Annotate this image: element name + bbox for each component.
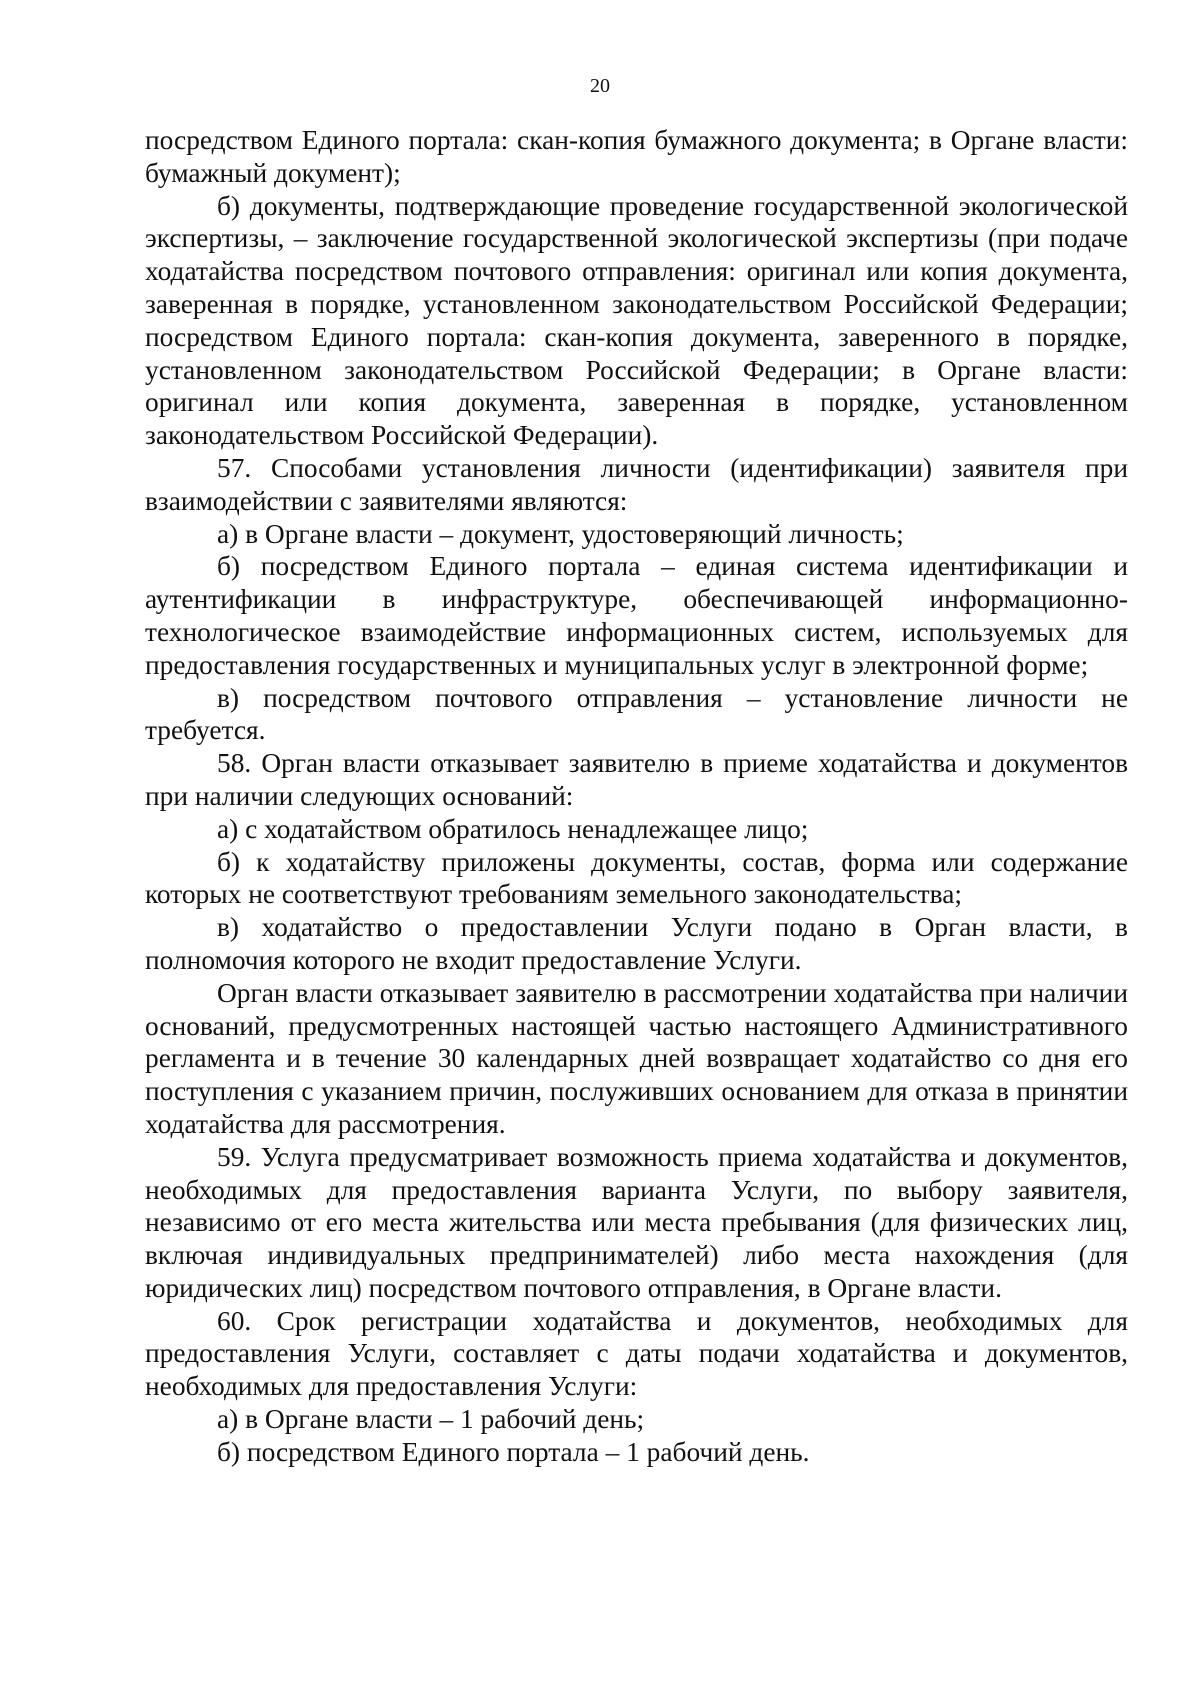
paragraph-60-item-a: а) в Органе власти – 1 рабочий день; [217,1404,645,1435]
paragraph-59: 59. Услуга предусматривает возможность приема ходатайства и документов, необходимых для предоставления варианта Услуги, по выбору заявителя, независимо от его места жительства или места пребывания (для физических лиц, включая индивидуальных предпринимателей) либо места нахождения (для юридических лиц) посредством почтового отправления, в Органе власти. [145,1141,1128,1303]
document-body [145,124,1128,1469]
paragraph-57-item-b: б) посредством Единого портала – единая система идентификации и аутентификации в инфраструктуре, обеспечивающей информационно-технологическое взаимодействие информационных систем, используемых для предоставления государственных и муниципальных услуг в электронной форме; [145,551,1128,680]
paragraph-58-item-b: б) к ходатайству приложены документы, состав, форма или содержание которых не соответствуют требованиям земельного законодательства; [145,846,1128,910]
paragraph-continuation: посредством Единого портала: скан-копия бумажного документа; в Органе власти: бумажный документ); [145,125,1128,188]
paragraph-60: 60. Срок регистрации ходатайства и документов, необходимых для предоставления Услуги, составляет с даты подачи ходатайства и документов, необходимых для предоставления Услуги: [145,1305,1128,1402]
paragraph-57-item-a: а) в Органе власти – документ, удостоверяющий личность; [217,518,904,549]
paragraph-57-item-c: в) посредством почтового отправления – установление личности не требуется. [145,682,1128,746]
page-number: 20 [590,75,610,97]
paragraph-item-b-ecological-expertise: б) документы, подтверждающие проведение государственной экологической экспертизы, – заключение государственной экологической экспертизы (при подаче ходатайства посредством почтового отправления: оригинал или копия документа, заверенная в порядке, установленном законодательством Российской Федерации; посредством Единого портала: скан-копия документа, заверенного в порядке, установленном законодательством Российской Федерации; в Органе власти: оригинал или копия документа, заверенная в порядке, установленном законодательством Российской Федерации). [145,190,1128,451]
paragraph-57: 57. Способами установления личности (идентификации) заявителя при взаимодействии с заявителями являются: [145,452,1128,516]
paragraph-60-item-b: б) посредством Единого портала – 1 рабочий день. [217,1436,810,1467]
paragraph-58-item-c: в) ходатайство о предоставлении Услуги подано в Орган власти, в полномочия которого не входит предоставление Услуги. [145,912,1128,975]
paragraph-58: 58. Орган власти отказывает заявителю в приеме ходатайства и документов при наличии следующих оснований: [145,748,1128,811]
paragraph-58-item-a: а) с ходатайством обратилось ненадлежащее лицо; [217,813,809,844]
paragraph-58-refusal: Орган власти отказывает заявителю в рассмотрении ходатайства при наличии оснований, предусмотренных настоящей частью настоящего Административного регламента и в течение 30 календарных дней возвращает ходатайство со дня его поступления с указанием причин, послуживших основанием для отказа в принятии ходатайства для рассмотрения. [145,977,1128,1139]
